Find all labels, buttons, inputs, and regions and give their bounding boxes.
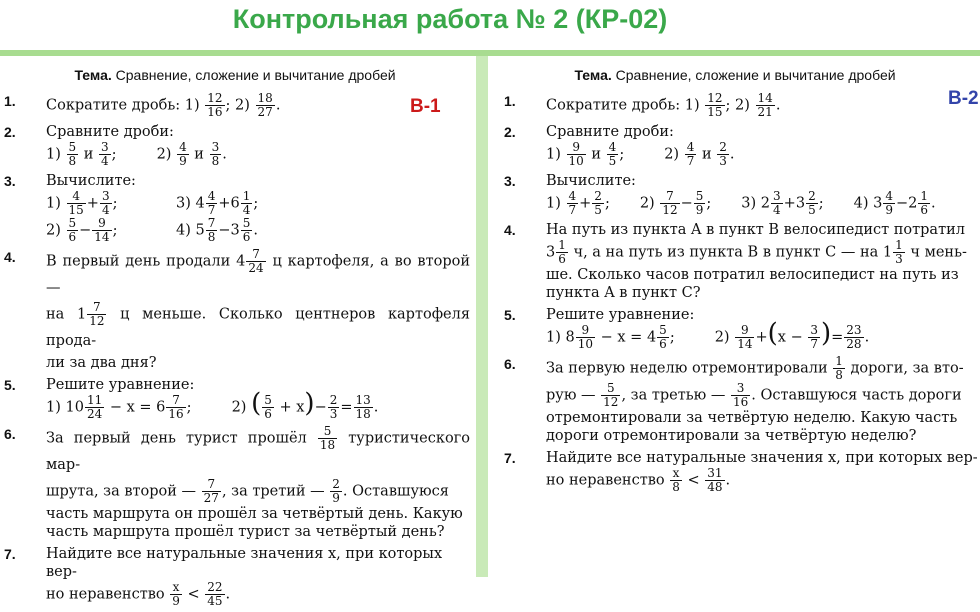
task-1: 1. Сократите дробь: 1) $\frac{12}{15}$ ; 2) $\frac{14}{21}$ .: [504, 91, 781, 119]
column-divider: [476, 56, 488, 577]
task-6: 6. За первый день турист прошёл $\frac{5}{18}$ туристического мар- шрута, за второй — $\frac{7}{27}$ , за третий — $\frac{2}{9}$ . Оставшуюся часть маршрута он прошёл за четвёртый день. Какую часть маршрута прошёл турист за четвёртый день?: [4, 424, 470, 540]
task-2: 2. Сравните дроби: 1) $\frac{5}{8}$ и $\frac{3}{4}$ ; 2) $\frac{4}{9}$ и $\frac{3}{8}$ .: [4, 124, 227, 168]
theme-line: Тема. Сравнение, сложение и вычитание дробей: [574, 67, 896, 83]
theme-line: Тема. Сравнение, сложение и вычитание дробей: [74, 67, 396, 83]
task-1: 1. Сократите дробь: 1) $\frac{12}{16}$ ; 2) $\frac{18}{27}$ .: [4, 91, 281, 119]
task-4: 4. На путь из пункта A в пункт B велосипедист потратил 3 $\frac{1}{6}$ ч, а на путь из пункта B в пункт C — на 1 $\frac{1}{3}$ ч мень- ше. Сколько часов потратил велосипедист на путь из пункта A в пункт C?: [504, 222, 967, 301]
task-5: 5. Решите уравнение: 1) 10 $\frac{11}{24}$ − x = 6 $\frac{7}{16}$ ; 2) ( $\frac{5}{6}$ + x)− $\frac{2}{3}$ = $\frac{13}{18}$ .: [4, 377, 379, 421]
task-4: 4. В первый день продали 4 $\frac{7}{24}$ ц картофеля, а во второй — на 1 $\frac{7}{12}$ ц меньше. Сколько центнеров картофеля прода- ли за два дня?: [4, 247, 470, 371]
task-3: 3. Вычислите: 1) $\frac{4}{7}$ + $\frac{2}{5}$ ; 2) $\frac{7}{12}$ − $\frac{5}{9}$ ; 3) 2 $\frac{3}{4}$ +3 $\frac{2}{5}$ ; 4) 3 $\frac{4}{9}$ −2 $\frac{1}{6}$ .: [504, 173, 936, 217]
task-6: 6. За первую неделю отремонтировали $\frac{1}{8}$ дороги, за вто- рую — $\frac{5}{12}$ , за третью — $\frac{3}{16}$ . Оставшуюся часть дороги отремонтировали за четвёртую неделю. Какую часть дороги отремонтировали за четвёртую неделю?: [504, 354, 964, 444]
page-title: Контрольная работа № 2 (КР-02): [232, 4, 668, 34]
top-border: [0, 50, 980, 56]
variant-1-column: [0, 62, 470, 612]
task-7: 7. Найдите все натуральные значения x, при которых вер- но неравенство $\frac{x}{8}$ < $\frac{31}{48}$ .: [504, 450, 978, 494]
task-5: 5. Решите уравнение: 1) 8 $\frac{9}{10}$ − x = 4 $\frac{5}{6}$ ; 2) $\frac{9}{14}$ +(x − $\frac{3}{7}$ )= $\frac{23}{28}$ .: [504, 307, 870, 351]
task-2: 2. Сравните дроби: 1) $\frac{9}{10}$ и $\frac{4}{5}$ ; 2) $\frac{4}{7}$ и $\frac{2}{3}$ .: [504, 124, 735, 168]
variant-label: В-2: [948, 88, 979, 109]
task-7: 7. Найдите все натуральные значения x, при которых вер- но неравенство $\frac{x}{9}$ < $\frac{22}{45}$ .: [4, 546, 443, 608]
variant-label: В-1: [410, 96, 441, 117]
variant-2-column: [490, 62, 980, 498]
task-3: 3. Вычислите: 1) $\frac{4}{15}$ + $\frac{3}{4}$ ; 3) 4 $\frac{4}{7}$ +6 $\frac{1}{4}$ ; 2) $\frac{5}{6}$ − $\frac{9}{14}$ ; 4) 5 $\frac{7}{8}$ −3 $\frac{5}{6}$ .: [4, 173, 259, 244]
